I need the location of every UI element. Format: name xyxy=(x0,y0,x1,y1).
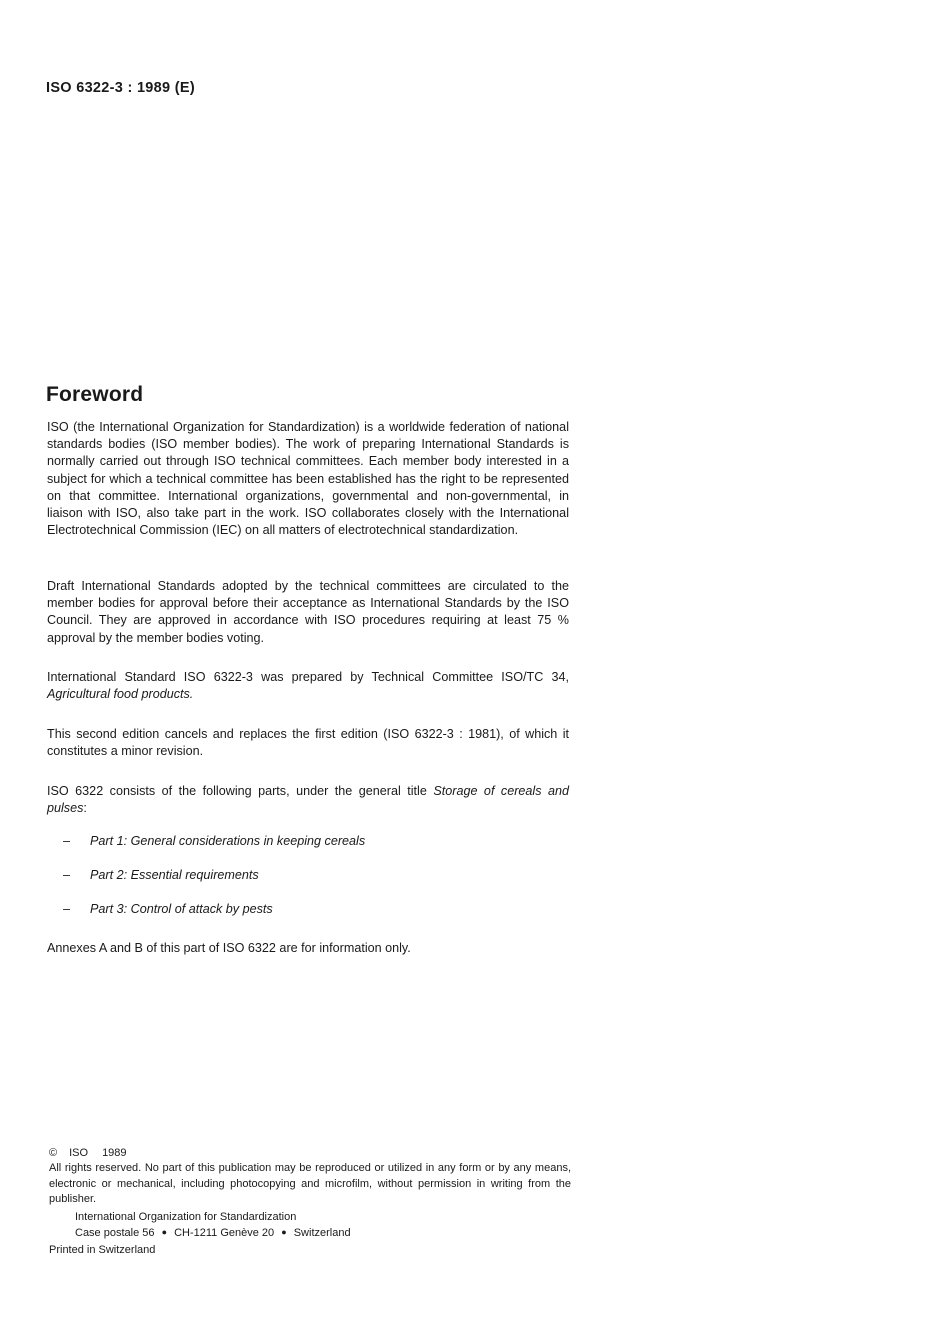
list-item xyxy=(63,901,273,918)
foreword-heading: Foreword xyxy=(46,383,144,406)
copyright-year: 1989 xyxy=(102,1147,127,1159)
address-city: CH-1211 Genève 20 xyxy=(174,1227,275,1239)
copyright-icon: © xyxy=(49,1147,58,1159)
document-identifier: ISO 6322-3 : 1989 (E) xyxy=(46,80,195,96)
printed-in-note: Printed in Switzerland xyxy=(49,1244,156,1256)
part-title: Part 3: Control of attack by pests xyxy=(90,902,273,916)
list-dash: – xyxy=(63,834,71,848)
foreword-paragraph-iso-description: ISO (the International Organization for Standardization) is a worldwide federation of national standards bodies (ISO member bodies). The work of preparing International Standards is normally carried out through ISO technical committees. Each member body interested in a subject for which a technical committee has been established has the right to be represented on that committee. International organizations, governmental and non-governmental, in liaison with ISO, also take part in the work. ISO collaborates closely with the International Electrotechnical Commission (IEC) on all matters of electrotechnical standardization. xyxy=(47,420,569,538)
foreword-paragraph-prepared-by xyxy=(47,669,569,703)
list-dash: – xyxy=(63,868,71,882)
list-item xyxy=(63,833,365,850)
foreword-paragraph-draft-standards: Draft International Standards adopted by the technical committees are circulated to the member bodies for approval before their acceptance as International Standards by the ISO Council. They are approved in accordance with ISO procedures requiring at least 75 % approval by the member bodies voting. xyxy=(47,579,569,645)
address-country: Switzerland xyxy=(293,1227,351,1239)
list-dash: – xyxy=(63,902,71,916)
general-title: Storage of cereals and pulses xyxy=(47,784,570,816)
address-postbox: Case postale 56 xyxy=(75,1227,155,1239)
part-title: Part 1: General considerations in keeping cereals xyxy=(90,834,366,848)
foreword-paragraph-annex-note: Annexes A and B of this part of ISO 6322 are for information only. xyxy=(47,941,411,955)
rights-statement: All rights reserved. No part of this publication may be reproduced or utilized in any form or by any means, electronic or mechanical, including photocopying and microfilm, without permission in writing from the publisher. xyxy=(49,1162,571,1205)
foreword-paragraph-edition: This second edition cancels and replaces the first edition (ISO 6322-3 : 1981), of which it constitutes a minor revision. xyxy=(47,727,569,759)
publisher-name: International Organization for Standardization xyxy=(75,1211,297,1223)
bullet-icon: ● xyxy=(281,1227,287,1237)
parts-intro-colon: : xyxy=(83,801,87,816)
publisher-address xyxy=(75,1225,597,1242)
part-title: Part 2: Essential requirements xyxy=(90,868,259,882)
parts-intro-text: ISO 6322 consists of the following parts, under the general title xyxy=(47,784,427,798)
prepared-by-text: International Standard ISO 6322-3 was prepared by Technical Committee ISO/TC 34, xyxy=(47,670,569,684)
copyright-line xyxy=(49,1146,571,1162)
copyright-org: ISO xyxy=(69,1147,89,1159)
bullet-icon: ● xyxy=(161,1227,167,1237)
foreword-paragraph-parts-intro xyxy=(47,783,569,817)
committee-title: Agricultural food products. xyxy=(47,687,194,702)
list-item xyxy=(63,867,259,884)
